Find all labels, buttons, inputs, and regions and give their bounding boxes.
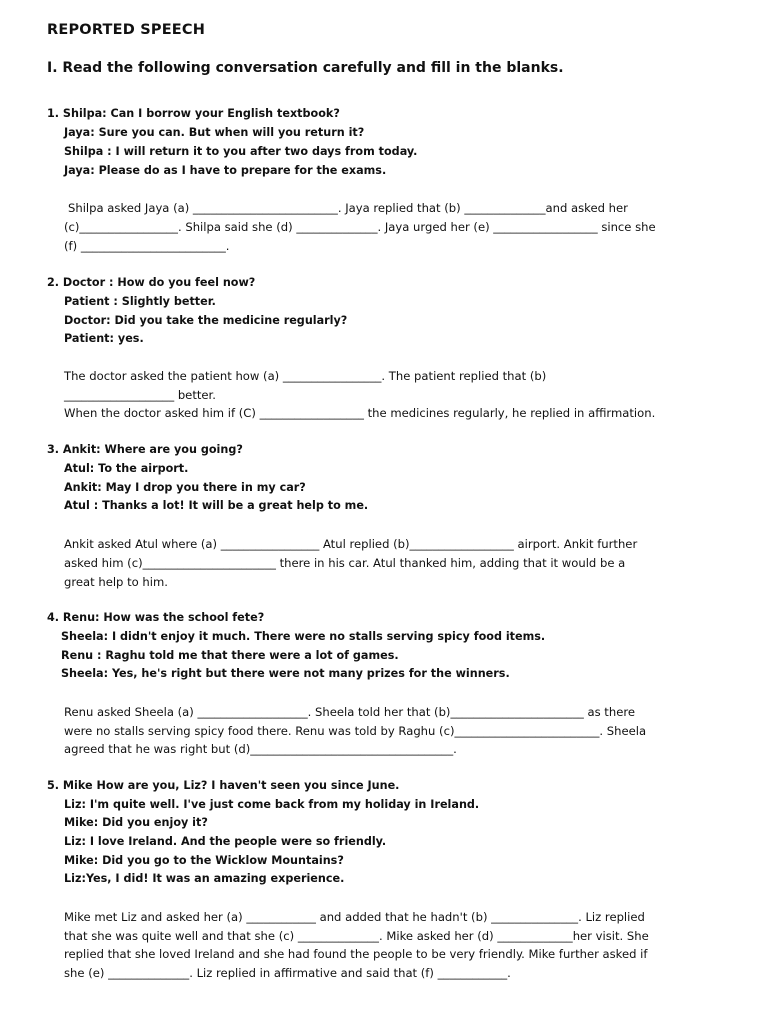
passage-line: that she was quite well and that she (c) ______________. Mike asked her (d) _____________her visit. She — [64, 929, 649, 943]
passage-line: Renu asked Sheela (a) ___________________. Sheela told her that (b)_______________________ as there — [64, 705, 635, 719]
dialogue-line: 2. Doctor : How do you feel now? — [47, 276, 256, 289]
dialogue-line: 3. Ankit: Where are you going? — [47, 443, 243, 456]
dialogue-line: Liz: I'm quite well. I've just come back from my holiday in Ireland. — [64, 798, 480, 811]
dialogue-line: Mike: Did you enjoy it? — [64, 816, 208, 829]
passage-line: agreed that he was right but (d)___________________________________. — [64, 742, 457, 756]
dialogue-line: 1. Shilpa: Can I borrow your English textbook? — [47, 107, 340, 120]
dialogue-line: Doctor: Did you take the medicine regularly? — [64, 314, 348, 327]
dialogue-line: Renu : Raghu told me that there were a lot of games. — [61, 649, 399, 662]
passage-line: (c)_________________. Shilpa said she (d) ______________. Jaya urged her (e) __________________ since she — [64, 220, 656, 234]
dialogue-line: Liz: I love Ireland. And the people were so friendly. — [64, 835, 387, 848]
passage-line: she (e) ______________. Liz replied in affirmative and said that (f) ____________. — [64, 966, 511, 980]
dialogue-line: 4. Renu: How was the school fete? — [47, 611, 265, 624]
dialogue-line: Patient: yes. — [64, 332, 144, 345]
passage-line: Shilpa asked Jaya (a) _________________________. Jaya replied that (b) ______________and asked her — [68, 201, 628, 215]
dialogue-line: Jaya: Please do as I have to prepare for the exams. — [64, 164, 387, 177]
dialogue-line: Mike: Did you go to the Wicklow Mountains? — [64, 854, 344, 867]
dialogue-line: Atul: To the airport. — [64, 462, 189, 475]
passage-line: great help to him. — [64, 575, 168, 589]
dialogue-line: Atul : Thanks a lot! It will be a great help to me. — [64, 499, 369, 512]
page-title: REPORTED SPEECH — [47, 22, 206, 38]
dialogue-line: Liz:Yes, I did! It was an amazing experience. — [64, 872, 345, 885]
passage-line: were no stalls serving spicy food there. Renu was told by Raghu (c)_________________________. Sheela — [64, 724, 647, 738]
passage-line: (f) _________________________. — [64, 239, 230, 253]
dialogue-line: Sheela: I didn't enjoy it much. There were no stalls serving spicy food items. — [61, 630, 546, 643]
dialogue-line: Jaya: Sure you can. But when will you return it? — [64, 126, 365, 139]
passage-line: asked him (c)_______________________ there in his car. Atul thanked him, adding that it would be a — [64, 556, 626, 570]
passage-line: When the doctor asked him if (C) __________________ the medicines regularly, he replied in affirmation. — [64, 406, 656, 420]
passage-line: replied that she loved Ireland and she had found the people to be very friendly. Mike further asked if — [64, 947, 648, 961]
dialogue-line: Shilpa : I will return it to you after two days from today. — [64, 145, 418, 158]
dialogue-line: Patient : Slightly better. — [64, 295, 216, 308]
passage-line: Mike met Liz and asked her (a) ____________ and added that he hadn't (b) _______________. Liz replied — [64, 910, 645, 924]
passage-line: The doctor asked the patient how (a) _________________. The patient replied that (b) — [64, 369, 547, 383]
instruction-heading: I. Read the following conversation carefully and fill in the blanks. — [47, 60, 564, 76]
passage-line: Ankit asked Atul where (a) _________________ Atul replied (b)__________________ airport. Ankit further — [64, 537, 638, 551]
dialogue-line: 5. Mike How are you, Liz? I haven't seen you since June. — [47, 779, 400, 792]
dialogue-line: Sheela: Yes, he's right but there were not many prizes for the winners. — [61, 667, 510, 680]
dialogue-line: Ankit: May I drop you there in my car? — [64, 481, 306, 494]
passage-line: ___________________ better. — [64, 388, 216, 402]
